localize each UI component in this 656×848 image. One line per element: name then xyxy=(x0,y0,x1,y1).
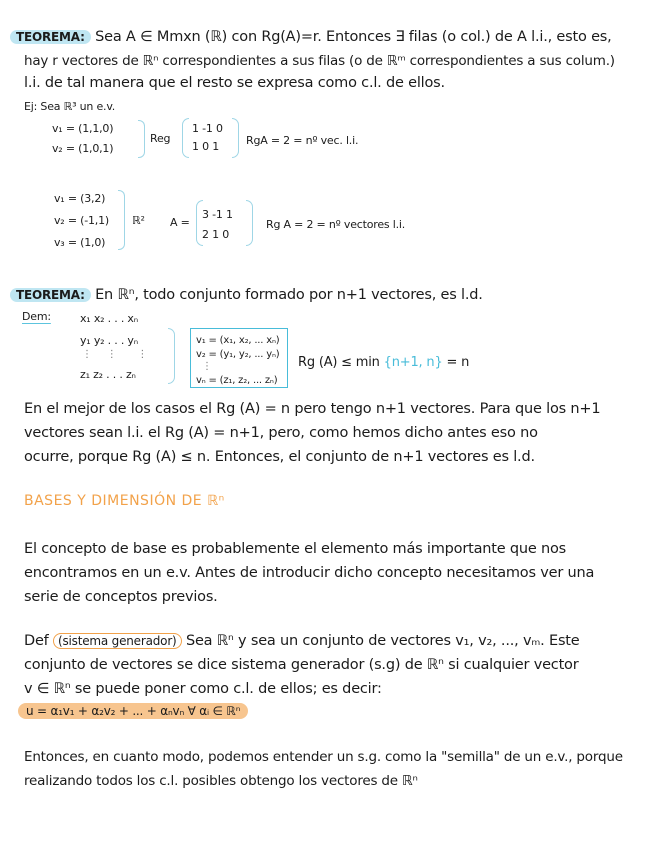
paragraph1-line1: En el mejor de los casos el Rg (A) = n pero tengo n+1 vectores. Para que los n+1 xyxy=(24,401,601,417)
theorem2-mat-dots: ⋮ ⋮ ⋮ xyxy=(82,349,148,360)
example2-v1: v₁ = (3,2) xyxy=(54,192,106,205)
definition-formula: u = α₁v₁ + α₂v₂ + ... + αₙvₙ ∀ αᵢ ∈ ℝⁿ xyxy=(18,703,248,719)
example1-matrix-left xyxy=(182,118,189,158)
theorem1-line1 xyxy=(10,28,612,46)
example1-row2: 1 0 1 xyxy=(192,140,219,153)
theorem2-mat-row1: x₁ x₂ . . . xₙ xyxy=(80,312,138,325)
definition-line2: conjunto de vectores se dice sistema generador (s.g) de ℝⁿ si cualquier vector xyxy=(24,657,579,673)
definition-line3: v ∈ ℝⁿ se puede poner como c.l. de ellos; es decir: xyxy=(24,681,382,697)
example2-matrix-right xyxy=(246,200,253,246)
theorem2-line xyxy=(10,286,483,304)
theorem2-matrix-right xyxy=(168,328,175,384)
example1-intro: Ej: Sea ℝ³ un e.v. xyxy=(24,100,116,113)
paragraph3-line1: Entonces, en cuanto modo, podemos entender un s.g. como la "semilla" de un e.v., porque xyxy=(24,749,623,765)
theorem2-mat-row3: z₁ z₂ . . . zₙ xyxy=(80,368,136,381)
definition-text1: Sea ℝⁿ y sea un conjunto de vectores v₁, v₂, ..., vₘ. Este xyxy=(185,633,580,649)
theorem1-line3: l.i. de tal manera que el resto se expresa como c.l. de ellos. xyxy=(24,75,445,91)
theorem2-box-dots: ⋮ xyxy=(202,361,212,372)
example1-row1: 1 -1 0 xyxy=(192,122,223,135)
paragraph3-line2: realizando todos los c.l. posibles obtengo los vectores de ℝⁿ xyxy=(24,773,418,789)
theorem2-mat-row2: y₁ y₂ . . . yₙ xyxy=(80,334,138,347)
example2-bracket xyxy=(118,190,125,250)
example1-reg: Reg xyxy=(150,132,171,145)
theorem2-dem: Dem: xyxy=(22,310,51,323)
paragraph2-line1: El concepto de base es probablemente el elemento más importante que nos xyxy=(24,541,567,557)
example1-v2: v₂ = (1,0,1) xyxy=(52,142,114,155)
example2-row1: 3 -1 1 xyxy=(202,208,233,221)
theorem2-eq: = n xyxy=(446,355,470,370)
example1-result: RgA = 2 = nº vec. l.i. xyxy=(246,134,359,147)
example2-space: ℝ² xyxy=(132,214,145,227)
paragraph1-line3: ocurre, porque Rg (A) ≤ n. Entonces, el conjunto de n+1 vectores es l.d. xyxy=(24,449,535,465)
example2-row2: 2 1 0 xyxy=(202,228,229,241)
theorem2-box-v2: v₂ = (y₁, y₂, ... yₙ) xyxy=(196,349,280,360)
paragraph2-line3: serie de conceptos previos. xyxy=(24,589,218,605)
example1-v1: v₁ = (1,1,0) xyxy=(52,122,114,135)
example1-matrix-right xyxy=(232,118,239,158)
theorem2-text: En ℝⁿ, todo conjunto formado por n+1 vectores, es l.d. xyxy=(95,287,483,303)
example2-v3: v₃ = (1,0) xyxy=(54,236,106,249)
example2-a-label: A = xyxy=(170,216,190,229)
definition-formula-line xyxy=(18,702,248,720)
theorem2-rank: Rg (A) ≤ min xyxy=(298,355,380,370)
example1-bracket xyxy=(138,120,145,158)
definition-line1 xyxy=(24,632,580,650)
definition-term: (sistema generador) xyxy=(53,633,182,649)
theorem2-rank-line xyxy=(298,354,469,372)
theorem2-set: {n+1, n} xyxy=(383,355,443,370)
section-title: BASES Y DIMENSIÓN DE ℝⁿ xyxy=(24,493,225,509)
theorem2-box-v1: v₁ = (x₁, x₂, ... xₙ) xyxy=(196,335,280,346)
theorem1-label: TEOREMA: xyxy=(10,30,91,44)
theorem1-line2: hay r vectores de ℝⁿ correspondientes a sus filas (o de ℝᵐ correspondientes a sus colum.) xyxy=(24,53,615,69)
example2-v2: v₂ = (-1,1) xyxy=(54,214,109,227)
theorem2-box-vn: vₙ = (z₁, z₂, ... zₙ) xyxy=(196,375,278,386)
definition-label: Def xyxy=(24,633,49,649)
theorem2-label: TEOREMA: xyxy=(10,288,91,302)
theorem1-text1: Sea A ∈ Mmxn (ℝ) con Rg(A)=r. Entonces ∃ filas (o col.) de A l.i., esto es, xyxy=(95,29,612,45)
paragraph1-line2: vectores sean l.i. el Rg (A) = n+1, pero, como hemos dicho antes eso no xyxy=(24,425,538,441)
example2-result: Rg A = 2 = nº vectores l.i. xyxy=(266,218,406,231)
paragraph2-line2: encontramos en un e.v. Antes de introducir dicho concepto necesitamos ver una xyxy=(24,565,595,581)
